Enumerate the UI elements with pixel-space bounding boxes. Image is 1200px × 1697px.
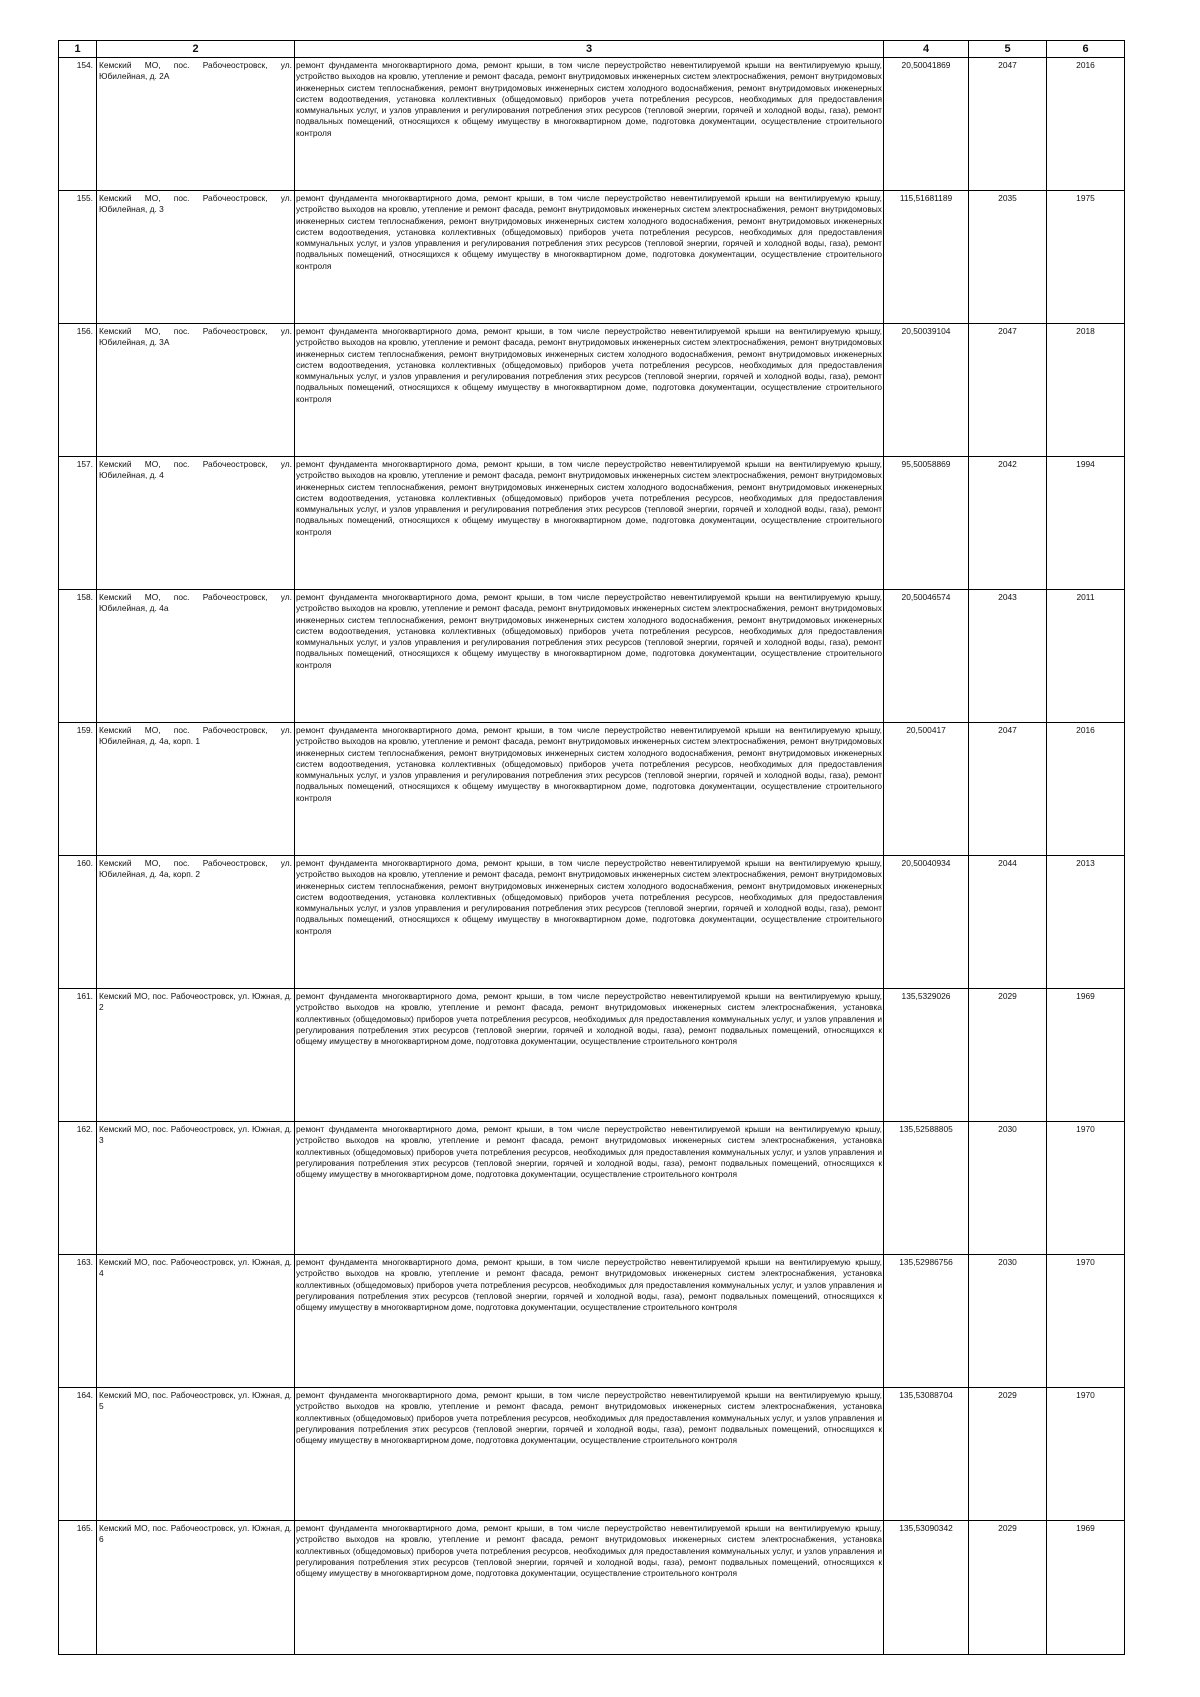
table-row <box>59 58 1125 191</box>
row-cost: 135,53090342 <box>884 1521 969 1655</box>
row-cost: 115,51681189 <box>884 191 969 324</box>
row-works: ремонт фундамента многоквартирного дома, ремонт крыши, в том числе переустройство невентилируемой крыши на вентилируемую крышу, устройство выходов на кровлю, утепление и ремонт фасада, ремонт внутридомовых инженерных систем электроснабжения, установка коллективных (общедомовых) приборов учета потребления ресурсов, необходимых для предоставления коммунальных услуг, и узлов управления и регулирования потребления этих ресурсов (тепловой энергии, горячей и холодной воды, газа), ремонт подвальных помещений, относящихся к общему имуществу в многоквартирном доме, подготовка документации, осуществление строительного контроля <box>295 1521 884 1655</box>
row-number: 159. <box>59 723 97 856</box>
row-address: Кемский МО, пос. Рабочеостровск, ул. Южная, д. 6 <box>97 1521 295 1655</box>
row-number: 163. <box>59 1255 97 1388</box>
row-number: 160. <box>59 856 97 989</box>
row-year-last: 1969 <box>1047 1521 1125 1655</box>
row-year-last: 2011 <box>1047 590 1125 723</box>
header-col-6: 6 <box>1047 41 1125 58</box>
header-col-1: 1 <box>59 41 97 58</box>
row-year-last: 2016 <box>1047 723 1125 856</box>
row-year-plan: 2030 <box>969 1255 1047 1388</box>
row-cost: 135,52588805 <box>884 1122 969 1255</box>
row-number: 155. <box>59 191 97 324</box>
row-year-last: 2016 <box>1047 58 1125 191</box>
table-body <box>59 58 1125 1655</box>
row-number: 157. <box>59 457 97 590</box>
row-cost: 20,50046574 <box>884 590 969 723</box>
row-address: Кемский МО, пос. Рабочеостровск, ул. Южная, д. 2 <box>97 989 295 1122</box>
table-row <box>59 1388 1125 1521</box>
row-address: Кемский МО, пос. Рабочеостровск, ул. Юбилейная, д. 3А <box>97 324 295 457</box>
row-works: ремонт фундамента многоквартирного дома, ремонт крыши, в том числе переустройство невентилируемой крыши на вентилируемую крышу, устройство выходов на кровлю, утепление и ремонт фасада, ремонт внутридомовых инженерных систем электроснабжения, ремонт внутридомовых инженерных систем теплоснабжения, ремонт внутридомовых инженерных систем холодного водоснабжения, ремонт внутридомовых инженерных систем водоотведения, установка коллективных (общедомовых) приборов учета потребления ресурсов, необходимых для предоставления коммунальных услуг, и узлов управления и регулирования потребления этих ресурсов (тепловой энергии, горячей и холодной воды, газа), ремонт подвальных помещений, относящихся к общему имуществу в многоквартирном доме, подготовка документации, осуществление строительного контроля <box>295 191 884 324</box>
row-works: ремонт фундамента многоквартирного дома, ремонт крыши, в том числе переустройство невентилируемой крыши на вентилируемую крышу, устройство выходов на кровлю, утепление и ремонт фасада, ремонт внутридомовых инженерных систем электроснабжения, ремонт внутридомовых инженерных систем теплоснабжения, ремонт внутридомовых инженерных систем холодного водоснабжения, ремонт внутридомовых инженерных систем водоотведения, установка коллективных (общедомовых) приборов учета потребления ресурсов, необходимых для предоставления коммунальных услуг, и узлов управления и регулирования потребления этих ресурсов (тепловой энергии, горячей и холодной воды, газа), ремонт подвальных помещений, относящихся к общему имуществу в многоквартирном доме, подготовка документации, осуществление строительного контроля <box>295 58 884 191</box>
row-year-last: 1969 <box>1047 989 1125 1122</box>
table-header <box>59 41 1125 58</box>
row-year-last: 1970 <box>1047 1255 1125 1388</box>
row-address: Кемский МО, пос. Рабочеостровск, ул. Южная, д. 5 <box>97 1388 295 1521</box>
row-address: Кемский МО, пос. Рабочеостровск, ул. Юбилейная, д. 4а <box>97 590 295 723</box>
row-works: ремонт фундамента многоквартирного дома, ремонт крыши, в том числе переустройство невентилируемой крыши на вентилируемую крышу, устройство выходов на кровлю, утепление и ремонт фасада, ремонт внутридомовых инженерных систем электроснабжения, ремонт внутридомовых инженерных систем теплоснабжения, ремонт внутридомовых инженерных систем холодного водоснабжения, ремонт внутридомовых инженерных систем водоотведения, установка коллективных (общедомовых) приборов учета потребления ресурсов, необходимых для предоставления коммунальных услуг, и узлов управления и регулирования потребления этих ресурсов (тепловой энергии, горячей и холодной воды, газа), ремонт подвальных помещений, относящихся к общему имуществу в многоквартирном доме, подготовка документации, осуществление строительного контроля <box>295 324 884 457</box>
row-year-last: 2013 <box>1047 856 1125 989</box>
row-address: Кемский МО, пос. Рабочеостровск, ул. Юбилейная, д. 4а, корп. 2 <box>97 856 295 989</box>
row-cost: 20,50041869 <box>884 58 969 191</box>
row-number: 165. <box>59 1521 97 1655</box>
row-year-plan: 2047 <box>969 58 1047 191</box>
document-page <box>58 40 1124 1655</box>
row-works: ремонт фундамента многоквартирного дома, ремонт крыши, в том числе переустройство невентилируемой крыши на вентилируемую крышу, устройство выходов на кровлю, утепление и ремонт фасада, ремонт внутридомовых инженерных систем электроснабжения, ремонт внутридомовых инженерных систем теплоснабжения, ремонт внутридомовых инженерных систем холодного водоснабжения, ремонт внутридомовых инженерных систем водоотведения, установка коллективных (общедомовых) приборов учета потребления ресурсов, необходимых для предоставления коммунальных услуг, и узлов управления и регулирования потребления этих ресурсов (тепловой энергии, горячей и холодной воды, газа), ремонт подвальных помещений, относящихся к общему имуществу в многоквартирном доме, подготовка документации, осуществление строительного контроля <box>295 590 884 723</box>
table-row <box>59 1122 1125 1255</box>
row-year-last: 1970 <box>1047 1388 1125 1521</box>
table-row <box>59 457 1125 590</box>
row-cost: 135,52986756 <box>884 1255 969 1388</box>
table-row <box>59 191 1125 324</box>
row-cost: 135,5329026 <box>884 989 969 1122</box>
row-cost: 20,500417 <box>884 723 969 856</box>
row-cost: 95,50058869 <box>884 457 969 590</box>
row-year-plan: 2029 <box>969 1388 1047 1521</box>
repair-program-table <box>58 40 1125 1655</box>
row-year-plan: 2047 <box>969 723 1047 856</box>
row-works: ремонт фундамента многоквартирного дома, ремонт крыши, в том числе переустройство невентилируемой крыши на вентилируемую крышу, устройство выходов на кровлю, утепление и ремонт фасада, ремонт внутридомовых инженерных систем электроснабжения, установка коллективных (общедомовых) приборов учета потребления ресурсов, необходимых для предоставления коммунальных услуг, и узлов управления и регулирования потребления этих ресурсов (тепловой энергии, горячей и холодной воды, газа), ремонт подвальных помещений, относящихся к общему имуществу в многоквартирном доме, подготовка документации, осуществление строительного контроля <box>295 1255 884 1388</box>
row-works: ремонт фундамента многоквартирного дома, ремонт крыши, в том числе переустройство невентилируемой крыши на вентилируемую крышу, устройство выходов на кровлю, утепление и ремонт фасада, ремонт внутридомовых инженерных систем электроснабжения, установка коллективных (общедомовых) приборов учета потребления ресурсов, необходимых для предоставления коммунальных услуг, и узлов управления и регулирования потребления этих ресурсов (тепловой энергии, горячей и холодной воды, газа), ремонт подвальных помещений, относящихся к общему имуществу в многоквартирном доме, подготовка документации, осуществление строительного контроля <box>295 989 884 1122</box>
row-works: ремонт фундамента многоквартирного дома, ремонт крыши, в том числе переустройство невентилируемой крыши на вентилируемую крышу, устройство выходов на кровлю, утепление и ремонт фасада, ремонт внутридомовых инженерных систем электроснабжения, ремонт внутридомовых инженерных систем теплоснабжения, ремонт внутридомовых инженерных систем холодного водоснабжения, ремонт внутридомовых инженерных систем водоотведения, установка коллективных (общедомовых) приборов учета потребления ресурсов, необходимых для предоставления коммунальных услуг, и узлов управления и регулирования потребления этих ресурсов (тепловой энергии, горячей и холодной воды, газа), ремонт подвальных помещений, относящихся к общему имуществу в многоквартирном доме, подготовка документации, осуществление строительного контроля <box>295 856 884 989</box>
row-address: Кемский МО, пос. Рабочеостровск, ул. Южная, д. 3 <box>97 1122 295 1255</box>
row-number: 154. <box>59 58 97 191</box>
row-number: 164. <box>59 1388 97 1521</box>
table-row <box>59 590 1125 723</box>
row-year-plan: 2044 <box>969 856 1047 989</box>
row-cost: 20,50039104 <box>884 324 969 457</box>
row-address: Кемский МО, пос. Рабочеостровск, ул. Южная, д. 4 <box>97 1255 295 1388</box>
row-works: ремонт фундамента многоквартирного дома, ремонт крыши, в том числе переустройство невентилируемой крыши на вентилируемую крышу, устройство выходов на кровлю, утепление и ремонт фасада, ремонт внутридомовых инженерных систем электроснабжения, ремонт внутридомовых инженерных систем теплоснабжения, ремонт внутридомовых инженерных систем холодного водоснабжения, ремонт внутридомовых инженерных систем водоотведения, установка коллективных (общедомовых) приборов учета потребления ресурсов, необходимых для предоставления коммунальных услуг, и узлов управления и регулирования потребления этих ресурсов (тепловой энергии, горячей и холодной воды, газа), ремонт подвальных помещений, относящихся к общему имуществу в многоквартирном доме, подготовка документации, осуществление строительного контроля <box>295 457 884 590</box>
row-year-plan: 2035 <box>969 191 1047 324</box>
row-address: Кемский МО, пос. Рабочеостровск, ул. Юбилейная, д. 2А <box>97 58 295 191</box>
table-row <box>59 1255 1125 1388</box>
row-number: 162. <box>59 1122 97 1255</box>
row-number: 161. <box>59 989 97 1122</box>
row-cost: 135,53088704 <box>884 1388 969 1521</box>
row-works: ремонт фундамента многоквартирного дома, ремонт крыши, в том числе переустройство невентилируемой крыши на вентилируемую крышу, устройство выходов на кровлю, утепление и ремонт фасада, ремонт внутридомовых инженерных систем электроснабжения, ремонт внутридомовых инженерных систем теплоснабжения, ремонт внутридомовых инженерных систем холодного водоснабжения, ремонт внутридомовых инженерных систем водоотведения, установка коллективных (общедомовых) приборов учета потребления ресурсов, необходимых для предоставления коммунальных услуг, и узлов управления и регулирования потребления этих ресурсов (тепловой энергии, горячей и холодной воды, газа), ремонт подвальных помещений, относящихся к общему имуществу в многоквартирном доме, подготовка документации, осуществление строительного контроля <box>295 723 884 856</box>
row-year-plan: 2029 <box>969 989 1047 1122</box>
table-row <box>59 723 1125 856</box>
header-col-4: 4 <box>884 41 969 58</box>
row-works: ремонт фундамента многоквартирного дома, ремонт крыши, в том числе переустройство невентилируемой крыши на вентилируемую крышу, устройство выходов на кровлю, утепление и ремонт фасада, ремонт внутридомовых инженерных систем электроснабжения, установка коллективных (общедомовых) приборов учета потребления ресурсов, необходимых для предоставления коммунальных услуг, и узлов управления и регулирования потребления этих ресурсов (тепловой энергии, горячей и холодной воды, газа), ремонт подвальных помещений, относящихся к общему имуществу в многоквартирном доме, подготовка документации, осуществление строительного контроля <box>295 1388 884 1521</box>
row-year-plan: 2047 <box>969 324 1047 457</box>
row-year-plan: 2030 <box>969 1122 1047 1255</box>
row-works: ремонт фундамента многоквартирного дома, ремонт крыши, в том числе переустройство невентилируемой крыши на вентилируемую крышу, устройство выходов на кровлю, утепление и ремонт фасада, ремонт внутридомовых инженерных систем электроснабжения, установка коллективных (общедомовых) приборов учета потребления ресурсов, необходимых для предоставления коммунальных услуг, и узлов управления и регулирования потребления этих ресурсов (тепловой энергии, горячей и холодной воды, газа), ремонт подвальных помещений, относящихся к общему имуществу в многоквартирном доме, подготовка документации, осуществление строительного контроля <box>295 1122 884 1255</box>
header-col-5: 5 <box>969 41 1047 58</box>
table-row <box>59 856 1125 989</box>
row-address: Кемский МО, пос. Рабочеостровск, ул. Юбилейная, д. 3 <box>97 191 295 324</box>
table-row <box>59 989 1125 1122</box>
row-address: Кемский МО, пос. Рабочеостровск, ул. Юбилейная, д. 4а, корп. 1 <box>97 723 295 856</box>
row-number: 158. <box>59 590 97 723</box>
header-row <box>59 41 1125 58</box>
row-address: Кемский МО, пос. Рабочеостровск, ул. Юбилейная, д. 4 <box>97 457 295 590</box>
row-year-last: 1970 <box>1047 1122 1125 1255</box>
row-year-plan: 2029 <box>969 1521 1047 1655</box>
header-col-3: 3 <box>295 41 884 58</box>
row-year-last: 1994 <box>1047 457 1125 590</box>
row-year-last: 2018 <box>1047 324 1125 457</box>
row-number: 156. <box>59 324 97 457</box>
table-row <box>59 324 1125 457</box>
row-year-last: 1975 <box>1047 191 1125 324</box>
row-cost: 20,50040934 <box>884 856 969 989</box>
header-col-2: 2 <box>97 41 295 58</box>
table-row <box>59 1521 1125 1655</box>
row-year-plan: 2043 <box>969 590 1047 723</box>
row-year-plan: 2042 <box>969 457 1047 590</box>
